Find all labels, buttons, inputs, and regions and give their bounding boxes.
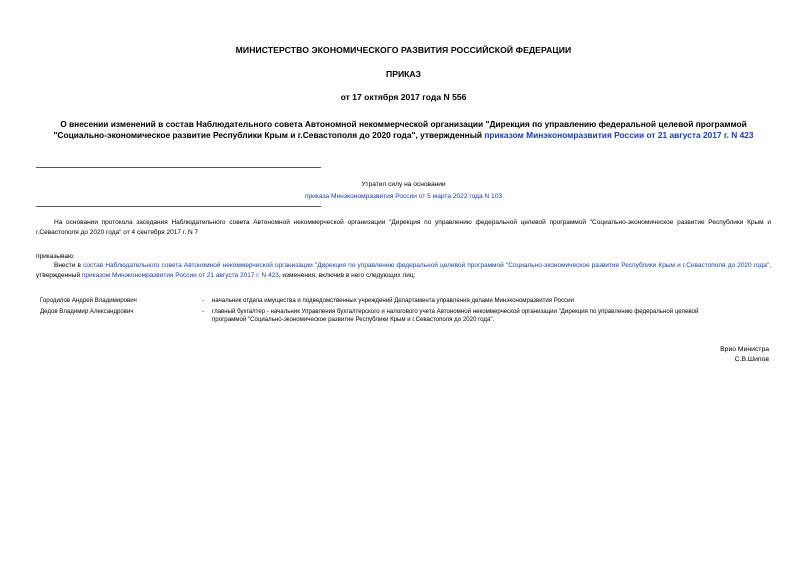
signatory-title: Врио Министра [720, 346, 769, 353]
member-dash: - [202, 297, 205, 304]
basis-paragraph: На основании протокола заседания Наблюдательного совета Автономной некоммерческой организации "Дирекция по управлению федеральной целевой программой "Социально-экономическое развитие Республики Крым и г.Севастополя до 2020 года" от 4 сентября 2017 г. N 7 [36, 219, 771, 237]
document-type: ПРИКАЗ [386, 69, 421, 79]
divider-bottom [36, 206, 321, 207]
member-name: Городилов Андрей Владимирович [40, 297, 137, 304]
document-title [36, 119, 771, 141]
amendment-paragraph [36, 261, 771, 281]
member-dash: - [202, 308, 205, 315]
ministry-heading: МИНИСТЕРСТВО ЭКОНОМИЧЕСКОГО РАЗВИТИЯ РОССИЙСКОЙ ФЕДЕРАЦИИ [235, 45, 572, 55]
member-name: Дедов Владимир Александрович [40, 308, 134, 315]
amend-text-1: Внести в [54, 262, 84, 269]
order-word: приказываю: [36, 253, 75, 260]
member-position: главный бухгалтер - начальник Управления бухгалтерского и налогового учета Автономной некоммерческой организации "Дирекция по управлению федеральной целевой программой "Социально-экономическое развитие Республики Крым и г.Севастополя до 2020 года". [212, 308, 699, 324]
title-order-link[interactable]: приказом Минэкономразвития России от 21 августа 2017 г. N 423 [484, 129, 754, 140]
member-position: начальник отдела имущества и подведомственных учреждений Департамента управления делами Минэкономразвития России [212, 297, 574, 304]
council-composition-link[interactable]: состав Наблюдательного совета Автономной некоммерческой организации "Дирекция по управлению федеральной целевой программой "Социально-экономическое развитие Республики Крым и г.Севастополя до 2020 года" [83, 262, 770, 269]
title-text: О внесении изменений в состав Наблюдательного совета Автономной некоммерческой организации "Дирекция по управлению федеральной целевой программой "Социально-экономическое развитие Республики Крым и г.Севастополя до 2020 года", утвержденный [53, 119, 747, 140]
amend-text-3: , изменения, включив в него следующих лиц: [278, 272, 416, 280]
approval-order-link[interactable]: приказом Минэкономразвития России от 21 августа 2017 г. N 423 [81, 272, 279, 280]
status-label: Утратил силу на основании [361, 181, 446, 188]
document-date-number: от 17 октября 2017 года N 556 [340, 92, 467, 102]
amend-text-2: , утвержденный [36, 262, 772, 280]
status-line [36, 193, 771, 200]
divider-top [36, 167, 321, 168]
signatory-name: С.В.Шипов [734, 356, 769, 363]
repeal-order-link[interactable]: приказа Минэкономразвития России от 5 марта 2022 года N 103 [304, 193, 503, 200]
